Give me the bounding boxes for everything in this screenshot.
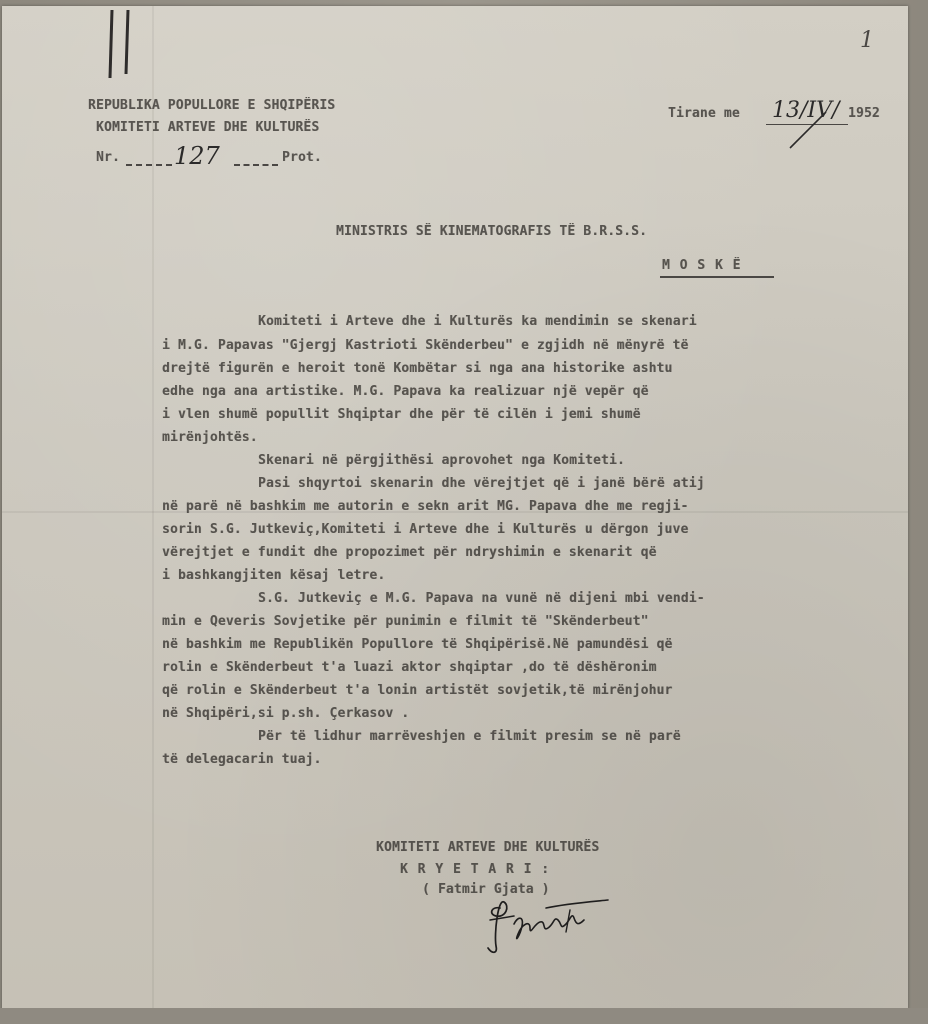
body-line: vërejtjet e fundit dhe propozimet për ndryshimin e skenarit që bbox=[162, 545, 657, 560]
place-date-line bbox=[668, 98, 898, 150]
recipient-line1: MINISTRIS SË KINEMATOGRAFIS TË B.R.S.S. bbox=[336, 224, 648, 239]
body-line: min e Qeveris Sovjetike për punimin e filmit të "Skënderbeut" bbox=[162, 614, 649, 629]
closing-org: KOMITETI ARTEVE DHE KULTURËS bbox=[376, 840, 600, 855]
header-org-line1: REPUBLIKA POPULLORE E SHQIPËRIS bbox=[88, 98, 336, 113]
body-line: drejtë figurën e heroit tonë Kombëtar si nga ana historike ashtu bbox=[162, 361, 673, 376]
ref-suffix: Prot. bbox=[282, 150, 322, 165]
date-handwritten: 13/IV/ bbox=[772, 98, 840, 123]
body-line: i vlen shumë popullit Shqiptar dhe për të cilën i jemi shumë bbox=[162, 407, 641, 422]
ref-prefix: Nr. bbox=[96, 150, 120, 165]
body-line: në bashkim me Republikën Popullore të Shqipërisë.Në pamundësi që bbox=[162, 637, 673, 652]
ref-dashes-right bbox=[234, 164, 278, 166]
letter-sheet bbox=[2, 6, 908, 1010]
body-line: mirënjohtës. bbox=[162, 430, 258, 445]
body-line: sorin S.G. Jutkeviç,Komiteti i Arteve dhe i Kulturës u dërgon juve bbox=[162, 522, 689, 537]
header-org-line2: KOMITETI ARTEVE DHE KULTURËS bbox=[96, 120, 320, 135]
ref-dashes-left bbox=[126, 164, 172, 166]
body-line: rolin e Skënderbeut t'a luazi aktor shqiptar ,do të dëshëronim bbox=[162, 660, 657, 675]
body-line: Për të lidhur marrëveshjen e filmit presim se në parë bbox=[258, 729, 681, 744]
date-slash-stroke bbox=[786, 110, 830, 150]
body-line: i M.G. Papavas "Gjergj Kastrioti Skënderbeu" e zgjidh në mënyrë të bbox=[162, 338, 689, 353]
handwritten-signature bbox=[484, 894, 614, 958]
body-line: Komiteti i Arteve dhe i Kulturës ka mendimin se skenari bbox=[258, 314, 697, 329]
paper-fold-vertical bbox=[152, 6, 154, 1010]
body-line: që rolin e Skënderbeut t'a lonin artistët sovjetik,të mirënjohur bbox=[162, 683, 673, 698]
body-line: në Shqipëri,si p.sh. Çerkasov . bbox=[162, 706, 410, 721]
place-date-prefix: Tirane me bbox=[668, 106, 740, 121]
ref-number-handwritten: 127 bbox=[174, 142, 220, 170]
body-line: në parë në bashkim me autorin e sekn arit MG. Papava dhe me regji- bbox=[162, 499, 689, 514]
archive-mark-strokes bbox=[104, 8, 136, 80]
page-number: 1 bbox=[860, 28, 874, 53]
body-line: Pasi shqyrtoi skenarin dhe vërejtjet që i janë bërë atij bbox=[258, 476, 705, 491]
scan-bottom-edge bbox=[0, 1008, 928, 1024]
closing-name: ( Fatmir Gjata ) bbox=[422, 882, 550, 897]
closing-title: K R Y E T A R I : bbox=[400, 862, 551, 877]
body-line: Skenari në përgjithësi aprovohet nga Komiteti. bbox=[258, 453, 625, 468]
date-year: 1952 bbox=[848, 106, 880, 121]
body-line: i bashkangjiten kësaj letre. bbox=[162, 568, 386, 583]
body-line: S.G. Jutkeviç e M.G. Papava na vunë në dijeni mbi vendi- bbox=[258, 591, 705, 606]
recipient-line2: M O S K Ë bbox=[662, 258, 742, 273]
recipient-line2-underline bbox=[660, 276, 774, 278]
body-line: edhe nga ana artistike. M.G. Papava ka realizuar një vepër që bbox=[162, 384, 649, 399]
body-line: të delegacarin tuaj. bbox=[162, 752, 322, 767]
